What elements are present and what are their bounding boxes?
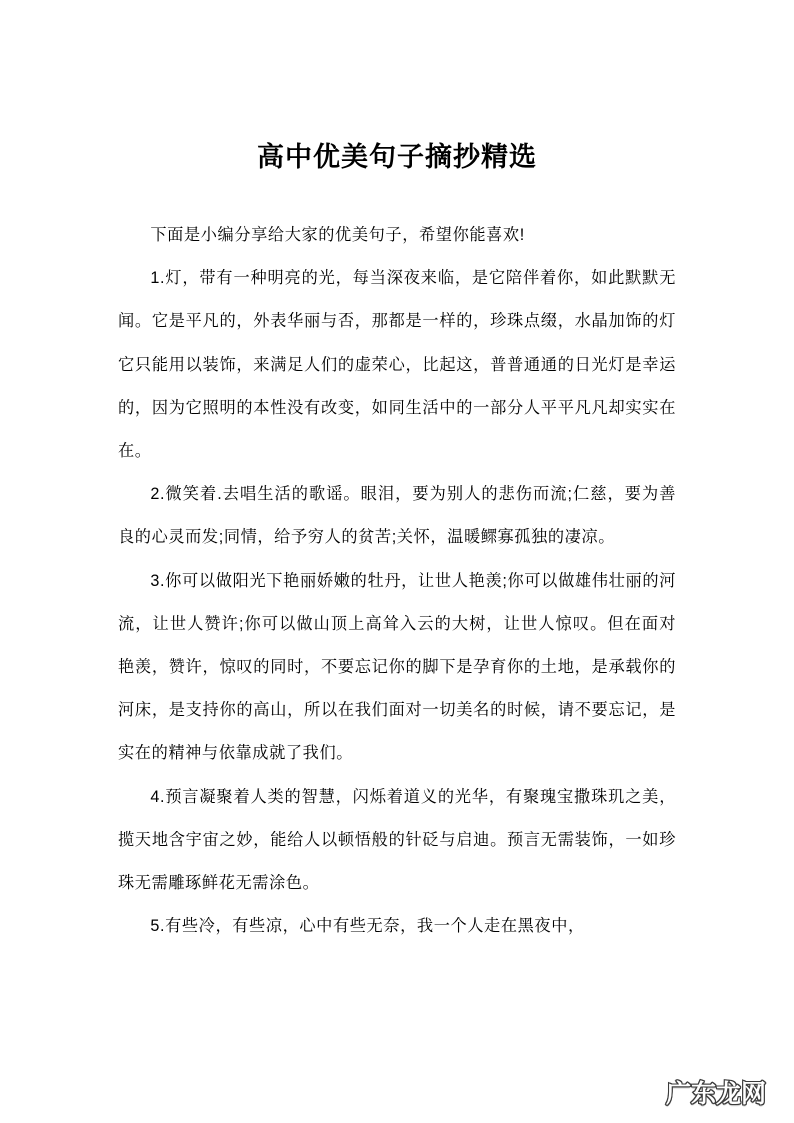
site-watermark (652, 1076, 780, 1112)
paragraph-4: 4.预言凝聚着人类的智慧，闪烁着道义的光华，有聚瑰宝撒珠玑之美，揽天地含宇宙之妙，能给人以顿悟般的针砭与启迪。预言无需装饰，一如珍珠无需雕琢鲜花无需涂色。 (118, 787, 676, 893)
paragraph-1: 1.灯，带有一种明亮的光，每当深夜来临，是它陪伴着你，如此默默无闻。它是平凡的，外表华丽与否，那都是一样的，珍珠点缀，水晶加饰的灯它只能用以装饰，来满足人们的虚荣心，比起这，普普通通的日光灯是幸运的，因为它照明的本性没有改变，如同生活中的一部分人平平凡凡却实实在在。 (118, 269, 676, 461)
paragraph-3: 3.你可以做阳光下艳丽娇嫩的牡丹，让世人艳羡;你可以做雄伟壮丽的河流，让世人赞许;你可以做山顶上高耸入云的大树，让世人惊叹。但在面对艳羡，赞许，惊叹的同时，不要忘记你的脚下是孕育你的土地，是承载你的河床，是支持你的高山，所以在我们面对一切美名的时候，请不要忘记，是实在的精神与依靠成就了我们。 (118, 571, 676, 763)
page-title: 高中优美句子摘抄精选 (257, 142, 537, 172)
lead-paragraph: 下面是小编分享给大家的优美句子，希望你能喜欢! (150, 226, 525, 244)
watermark-label: 广东龙网 (665, 1079, 766, 1108)
document-body (118, 214, 676, 948)
paragraph-5: 5.有些冷，有些凉，心中有些无奈，我一个人走在黑夜中， (150, 917, 585, 936)
paragraph-2: 2.微笑着.去唱生活的歌谣。眼泪，要为别人的悲伤而流;仁慈，要为善良的心灵而发;同情，给予穷人的贫苦;关怀，温暖鳏寡孤独的凄凉。 (118, 485, 676, 547)
